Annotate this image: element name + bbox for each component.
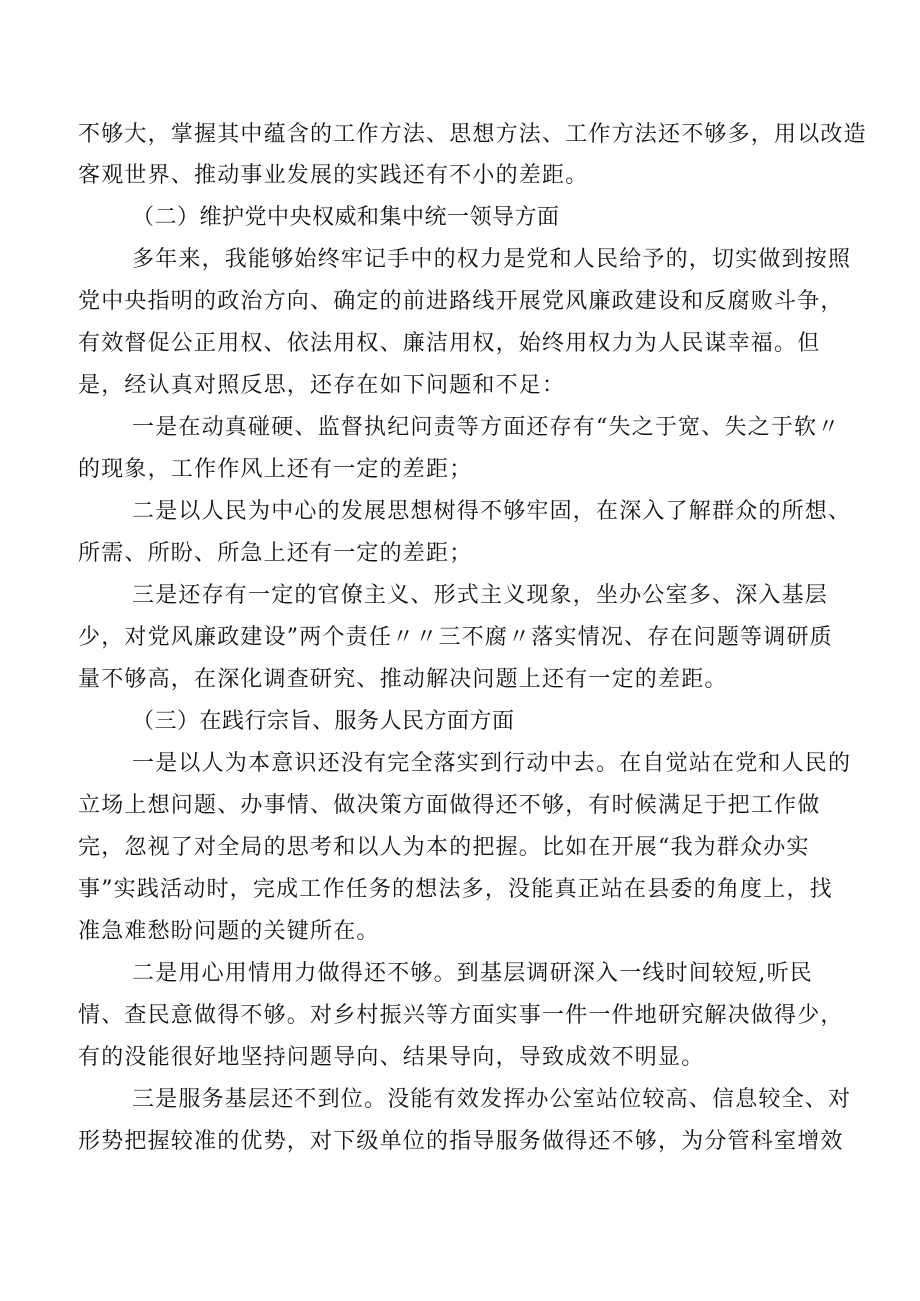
paragraph-line: 有效督促公正用权、依法用权、廉洁用权，始终用权力为人民谋幸福。但 [78,331,821,356]
section-heading-2: （二）维护党中央权威和集中统一领导方面 [132,205,560,230]
paragraph-line: 三是还存有一定的官僚主义、形式主义现象，坐办公室多、深入基层 [132,583,829,608]
paragraph-line: 情、查民意做得不够。对乡村振兴等方面实事一件一件地研究解决做得少， [78,1003,844,1028]
paragraph-line: 所需、所盼、所急上还有一定的差距； [78,541,473,566]
paragraph-line: 一是在动真碰硬、监督执纪问责等方面还存有“失之于宽、失之于软〃 [132,415,841,440]
paragraph-line: 事”实践活动时，完成工作任务的想法多，没能真正站在县委的角度上，找 [78,877,833,902]
paragraph-line: 一是以人为本意识还没有完全落实到行动中去。在自觉站在党和人民的 [132,751,852,776]
paragraph-line: 立场上想问题、办事情、做决策方面做得还不够，有时候满足于把工作做 [78,793,821,818]
paragraph-line: 是，经认真对照反思，还存在如下问题和不足： [78,373,566,398]
paragraph-line: 多年来，我能够始终牢记手中的权力是党和人民给予的，切实做到按照 [132,247,852,272]
paragraph-line: 二是以人民为中心的发展思想树得不够牢固，在深入了解群众的所想、 [132,499,852,524]
paragraph-line: 客观世界、推动事业发展的实践还有不小的差距。 [78,163,589,188]
paragraph-line: 形势把握较准的优势，对下级单位的指导服务做得还不够，为分管科室增效 [78,1129,844,1154]
paragraph-line: 党中央指明的政治方向、确定的前进路线开展党风廉政建设和反腐败斗争， [78,289,844,314]
paragraph-line: 少，对党风廉政建设”两个责任〃〃三不腐〃落实情况、存在问题等调研质 [78,625,833,650]
paragraph-line: 量不够高，在深化调查研究、推动解决问题上还有一定的差距。 [78,667,728,692]
paragraph-line: 有的没能很好地坚持问题导向、结果导向，导致成效不明显。 [78,1045,705,1070]
paragraph-line: 二是用心用情用力做得还不够。到基层调研深入一线时间较短,听民 [132,961,813,986]
paragraph-line: 的现象，工作作风上还有一定的差距； [78,457,473,482]
paragraph-line: 三是服务基层还不到位。没能有效发挥办公室站位较高、信息较全、对 [132,1087,852,1112]
paragraph-line: 准急难愁盼问题的关键所在。 [78,919,380,944]
paragraph-line: 不够大，掌握其中蕴含的工作方法、思想方法、工作方法还不够多，用以改造 [78,122,867,147]
section-heading-3: （三）在践行宗旨、服务人民方面方面 [132,709,515,734]
paragraph-line: 完，忽视了对全局的思考和以人为本的把握。比如在开展“我为群众办实 [78,835,810,860]
